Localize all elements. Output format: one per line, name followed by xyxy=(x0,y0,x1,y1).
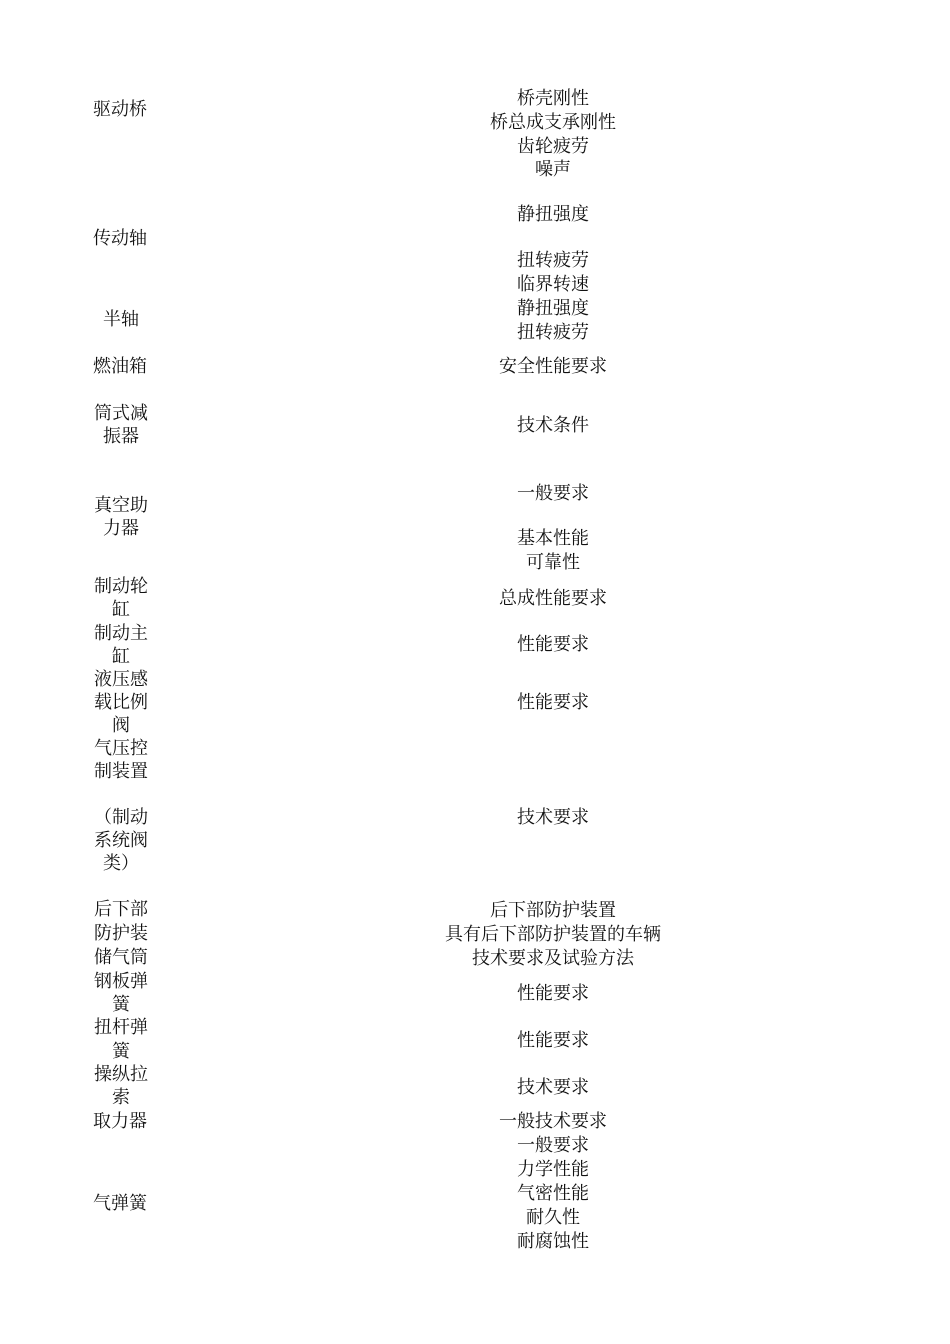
req-rear-guard: 后下部防护装置 xyxy=(490,900,616,921)
label-torsion-spring-2: 簧 xyxy=(112,1041,130,1062)
label-air-control-5: 类） xyxy=(103,853,139,874)
req-reliability: 可靠性 xyxy=(526,552,580,573)
req-technical: 技术要求 xyxy=(517,807,589,828)
req-vehicle-rear-guard: 具有后下部防护装置的车辆 xyxy=(445,924,661,945)
label-air-control-3: （制动 xyxy=(94,807,148,828)
label-load-valve-3: 阀 xyxy=(112,715,130,736)
req-safety-performance: 安全性能要求 xyxy=(499,356,607,377)
req-critical-speed: 临界转速 xyxy=(517,274,589,295)
label-torsion-spring-1: 扭杆弹 xyxy=(94,1017,148,1038)
label-damper-line2: 振器 xyxy=(103,426,139,447)
label-wheel-cylinder-2: 缸 xyxy=(112,599,130,620)
req-gear-fatigue: 齿轮疲劳 xyxy=(517,136,589,157)
req-durability: 耐久性 xyxy=(526,1207,580,1228)
req-performance: 性能要求 xyxy=(517,634,589,655)
label-control-cable-1: 操纵拉 xyxy=(94,1064,148,1085)
label-master-cylinder-1: 制动主 xyxy=(94,623,148,644)
req-general: 一般要求 xyxy=(517,483,589,504)
req-technical-conditions: 技术条件 xyxy=(517,415,589,436)
label-master-cylinder-2: 缸 xyxy=(112,646,130,667)
label-drive-axle: 驱动桥 xyxy=(93,99,147,120)
label-vacuum-booster-2: 力器 xyxy=(103,518,139,539)
label-wheel-cylinder-1: 制动轮 xyxy=(94,576,148,597)
req-basic-performance: 基本性能 xyxy=(517,528,589,549)
label-air-tank: 储气筒 xyxy=(94,947,148,968)
req-performance-2: 性能要求 xyxy=(517,692,589,713)
req-general-2: 一般要求 xyxy=(517,1135,589,1156)
label-gas-spring: 气弹簧 xyxy=(93,1193,147,1214)
label-load-valve-1: 液压感 xyxy=(94,669,148,690)
label-vacuum-booster-1: 真空助 xyxy=(94,495,148,516)
req-noise: 噪声 xyxy=(535,159,571,180)
label-damper-line1: 筒式减 xyxy=(94,403,148,424)
label-rear-guard-1: 后下部 xyxy=(94,899,148,920)
label-load-valve-2: 载比例 xyxy=(94,692,148,713)
req-performance-3: 性能要求 xyxy=(517,983,589,1004)
label-half-shaft: 半轴 xyxy=(103,309,139,330)
req-torsion-fatigue: 扭转疲劳 xyxy=(517,250,589,271)
req-test-methods: 技术要求及试验方法 xyxy=(472,948,634,969)
req-technical-2: 技术要求 xyxy=(517,1077,589,1098)
req-housing-rigidity: 桥壳刚性 xyxy=(517,88,589,109)
label-leaf-spring-2: 簧 xyxy=(112,994,130,1015)
label-drive-shaft: 传动轴 xyxy=(93,228,147,249)
label-rear-guard-2: 防护装 xyxy=(94,923,148,944)
req-corrosion-resistance: 耐腐蚀性 xyxy=(517,1231,589,1252)
label-air-control-4: 系统阀 xyxy=(94,830,148,851)
req-torsion-fatigue-2: 扭转疲劳 xyxy=(517,322,589,343)
req-airtightness: 气密性能 xyxy=(517,1183,589,1204)
label-pto: 取力器 xyxy=(93,1111,147,1132)
req-assembly-performance: 总成性能要求 xyxy=(499,588,607,609)
label-control-cable-2: 索 xyxy=(112,1087,130,1108)
req-mechanical: 力学性能 xyxy=(517,1159,589,1180)
label-air-control-1: 气压控 xyxy=(94,738,148,759)
label-leaf-spring-1: 钢板弹 xyxy=(94,971,148,992)
req-static-torsion: 静扭强度 xyxy=(517,204,589,225)
req-assembly-rigidity: 桥总成支承刚性 xyxy=(490,112,616,133)
req-static-torsion-2: 静扭强度 xyxy=(517,298,589,319)
label-air-control-2: 制装置 xyxy=(94,761,148,782)
req-general-technical: 一般技术要求 xyxy=(499,1111,607,1132)
req-performance-4: 性能要求 xyxy=(517,1030,589,1051)
label-fuel-tank: 燃油箱 xyxy=(93,356,147,377)
